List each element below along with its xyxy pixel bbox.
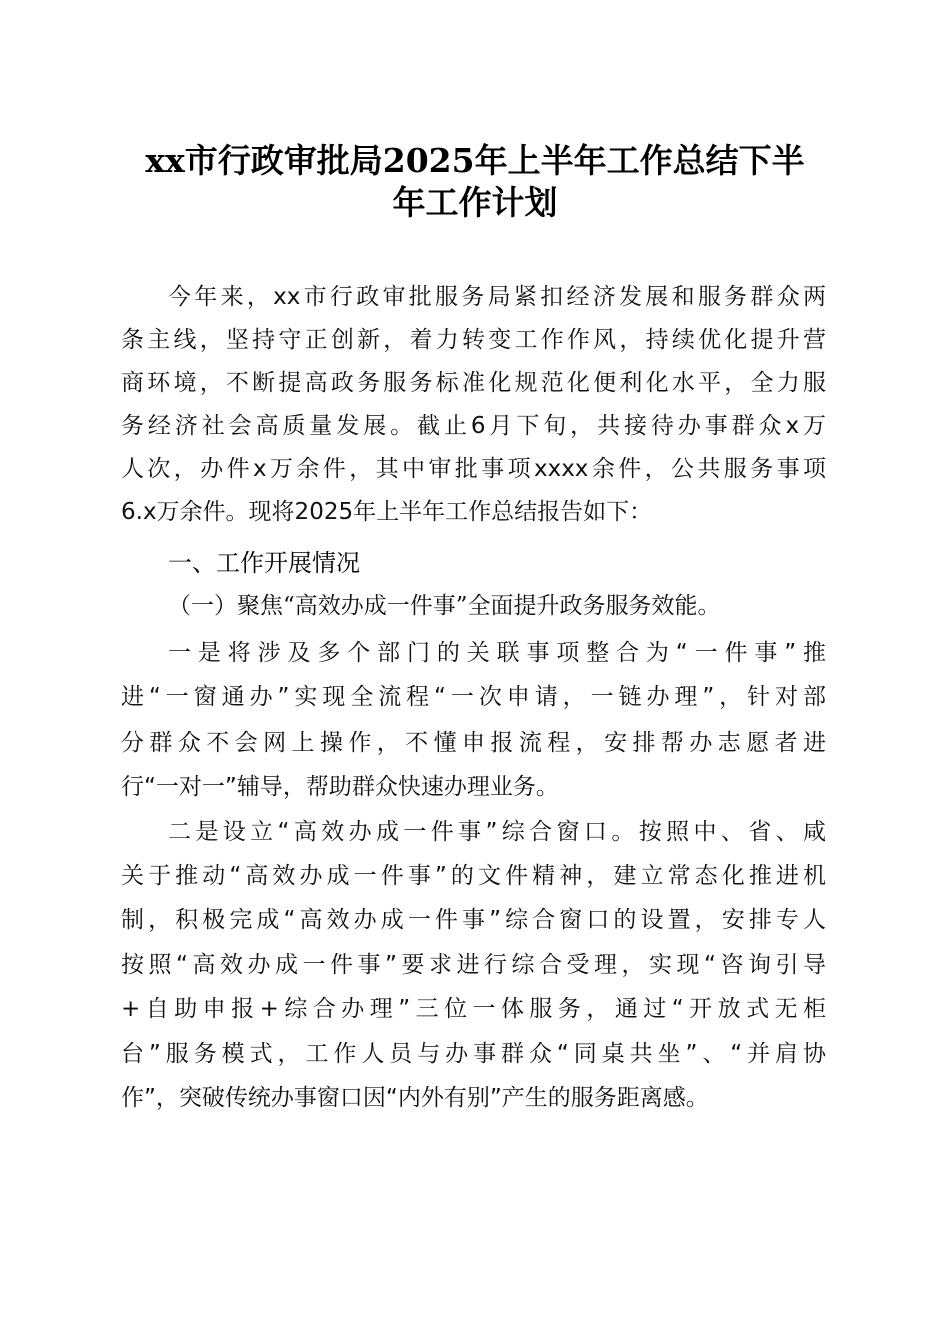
point-1-line-4: 行“一对一”辅导，帮助群众快速办理业务。 <box>121 774 559 800</box>
intro-line-6: 6.x万余件。现将2025年上半年工作总结报告如下： <box>121 499 653 525</box>
intro-line-5: 人次，办件x万余件，其中审批事项xxxx余件，公共服务事项 <box>121 456 826 482</box>
point-1-line-2: 进“一窗通办”实现全流程“一次申请，一链办理”，针对部 <box>121 684 826 710</box>
point-2-line-1: 二是设立“高效办成一件事”综合窗口。按照中、省、咸 <box>168 819 826 845</box>
point-2-line-5: +自助申报+综合办理”三位一体服务，通过“开放式无柜 <box>121 996 826 1022</box>
intro-line-1: 今年来，xx市行政审批服务局紧扣经济发展和服务群众两 <box>168 284 826 310</box>
document-title-line-2: 年工作计划 <box>392 183 558 222</box>
intro-line-3: 商环境，不断提高政务服务标准化规范化便利化水平，全力服 <box>121 370 826 396</box>
point-1-line-1: 一是将涉及多个部门的关联事项整合为“一件事”推 <box>168 640 826 666</box>
section-heading-work-progress: 一、工作开展情况 <box>168 549 360 577</box>
point-2-line-2: 关于推动“高效办成一件事”的文件精神，建立常态化推进机 <box>121 863 826 889</box>
intro-line-4: 务经济社会高质量发展。截止6月下旬，共接待办事群众x万 <box>121 413 826 439</box>
intro-line-2: 条主线，坚持守正创新，着力转变工作作风，持续优化提升营 <box>121 327 826 353</box>
point-2-line-7: 作”，突破传统办事窗口因“内外有别”产生的服务距离感。 <box>121 1085 709 1111</box>
point-2-line-4: 按照“高效办成一件事”要求进行综合受理，实现“咨询引导 <box>121 952 826 978</box>
document-title-line-1: xx市行政审批局2025年上半年工作总结下半 <box>145 141 805 180</box>
subsection-heading-1: （一）聚焦“高效办成一件事”全面提升政务服务效能。 <box>168 593 721 619</box>
point-2-line-3: 制，积极完成“高效办成一件事”综合窗口的设置，安排专人 <box>121 907 826 933</box>
point-2-line-6: 台”服务模式，工作人员与办事群众“同桌共坐”、“并肩协 <box>121 1041 826 1067</box>
point-1-line-3: 分群众不会网上操作，不懂申报流程，安排帮办志愿者进 <box>121 730 826 756</box>
